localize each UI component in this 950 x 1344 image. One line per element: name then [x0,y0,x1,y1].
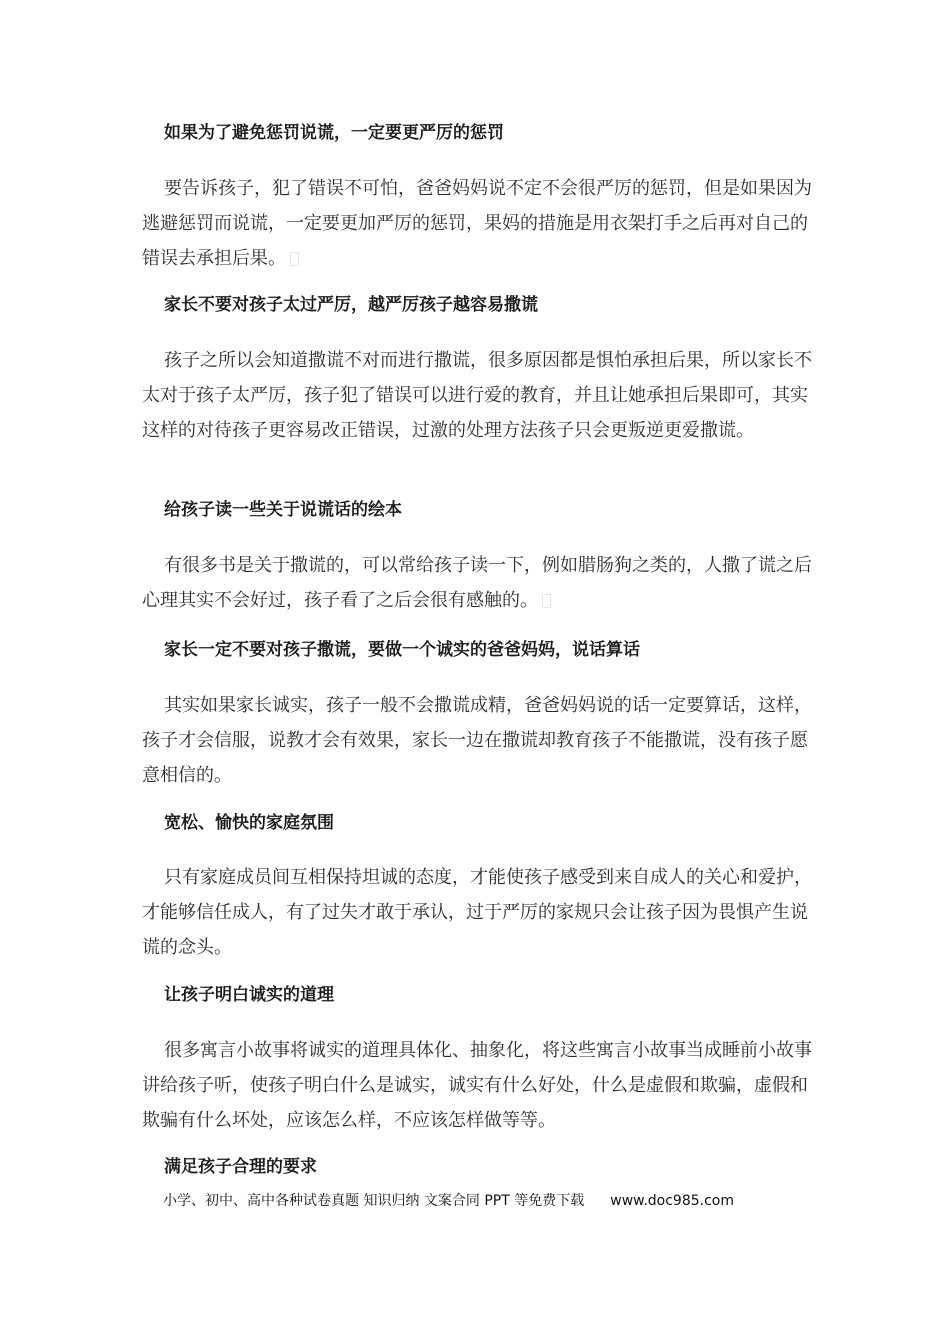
section-heading: 如果为了避免惩罚说谎，一定要更严厉的惩罚 [164,123,504,143]
section-heading: 让孩子明白诚实的道理 [164,985,334,1005]
section-body [142,548,820,618]
section-heading: 家长不要对孩子太过严厉，越严厉孩子越容易撒谎 [164,295,538,315]
section-body-text: 要告诉孩子，犯了错误不可怕，爸爸妈妈说不定不会很严厉的惩罚，但是如果因为逃避惩罚而说谎，一定要更加严厉的惩罚，果妈的措施是用衣架打手之后再对自己的错误去承担后果。 [142,178,812,269]
section-body-text: 有很多书是关于撒谎的，可以常给孩子读一下，例如腊肠狗之类的，人撒了谎之后心理其实不会好过，孩子看了之后会很有感触的。 [142,555,812,611]
section-body: 很多寓言小故事将诚实的道理具体化、抽象化，将这些寓言小故事当成睡前小故事讲给孩子听，使孩子明白什么是诚实，诚实有什么好处，什么是虚假和欺骗，虚假和欺骗有什么坏处，应该怎么样，不应该怎样做等等。 [142,1040,812,1131]
footer-link[interactable]: www.doc985.com [610,1193,734,1209]
section-body: 只有家庭成员间互相保持坦诚的态度，才能使孩子感受到来自成人的关心和爱护，才能够信任成人，有了过失才敢于承认，过于严厉的家规只会让孩子因为畏惧产生说谎的念头。 [142,867,812,958]
inline-marker-icon [542,594,551,608]
section-heading: 家长一定不要对孩子撒谎，要做一个诚实的爸爸妈妈，说话算话 [164,640,640,660]
page-footer [163,1191,734,1211]
section-body: 孩子之所以会知道撒谎不对而进行撒谎，很多原因都是惧怕承担后果，所以家长不太对于孩子太严厉，孩子犯了错误可以进行爱的教育，并且让她承担后果即可，其实这样的对待孩子更容易改正错误，过激的处理方法孩子只会更叛逆更爱撒谎。 [142,350,812,441]
section-heading: 宽松、愉快的家庭氛围 [164,813,334,833]
section-body [142,171,820,276]
section-heading: 给孩子读一些关于说谎话的绘本 [164,500,402,520]
section-body: 其实如果家长诚实，孩子一般不会撒谎成精，爸爸妈妈说的话一定要算话，这样，孩子才会信服，说教才会有效果，家长一边在撒谎却教育孩子不能撒谎，没有孩子愿意相信的。 [142,695,812,786]
inline-marker-icon [290,252,299,266]
section-heading: 满足孩子合理的要求 [164,1157,317,1177]
footer-text: 小学、初中、高中各种试卷真题 知识归纳 文案合同 PPT 等免费下载 [163,1193,585,1209]
